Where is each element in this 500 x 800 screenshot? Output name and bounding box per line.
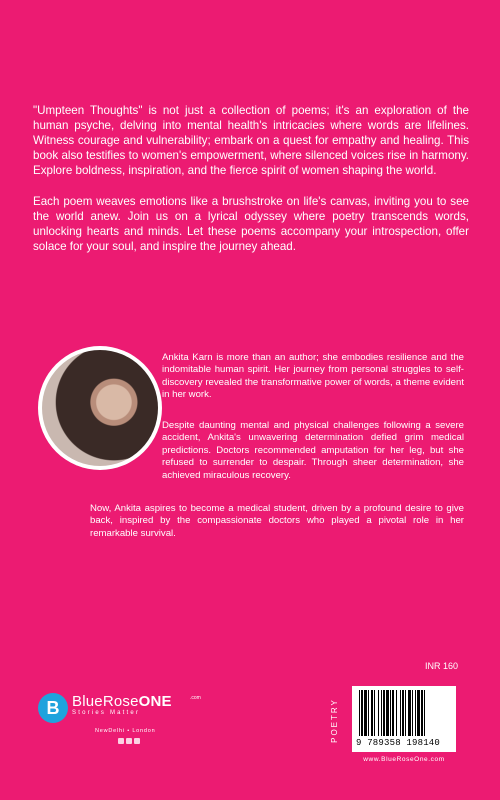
barcode-bar [361, 690, 363, 736]
barcode-bar [402, 690, 404, 736]
publisher-domain-suffix: .com [190, 695, 201, 701]
barcode-bar [386, 690, 389, 736]
barcode-bar [424, 690, 425, 736]
barcode-bar [400, 690, 401, 736]
barcode-bar [412, 690, 413, 736]
barcode-bar [364, 690, 367, 736]
barcode-bar [368, 690, 369, 736]
blurb-paragraph-1: "Umpteen Thoughts" is not just a collection of poems; it's an exploration of the human psyche, delving into mental health's intricacies where words are lifelines. Witness courage and vulnerability; embark on a quest for empathy and healing. This book also testifies to women's empowerment, where silenced voices rise in harmony. Explore boldness, inspiration, and the fierce spirit of women shaping the world. [33, 104, 469, 177]
barcode-bar [408, 690, 411, 736]
author-bio-paragraph-2: Despite daunting mental and physical challenges following a severe accident, Ankita's unwavering determination defied grim medical predictions. Doctors recommended amputation for her leg, but she refused to surrender to despair. Through sheer determination, she achieved miraculous recovery. [162, 420, 464, 481]
instagram-icon [126, 738, 132, 744]
barcode-bar [359, 690, 360, 736]
price-label: INR 160 [425, 661, 459, 671]
blurb-paragraph-2: Each poem weaves emotions like a brushstroke on life's canvas, inviting you to see the world anew. Join us on a lyrical odyssey where poetry transcends words, unlocking hearts and minds. Let these poems accompany your introspection, offer solace for your soul, and inspire the journey ahead. [33, 195, 469, 253]
barcode-bar [390, 690, 391, 736]
barcode-bar [383, 690, 385, 736]
author-bio-paragraph-3: Now, Ankita aspires to become a medical student, driven by a profound desire to give back, inspired by the compassionate doctors who played a pivotal role in her remarkable survival. [90, 503, 464, 539]
barcode-bar [415, 690, 416, 736]
barcode-bar [421, 690, 423, 736]
twitter-icon [134, 738, 140, 744]
barcode-bar [396, 690, 397, 736]
publisher-website: www.BlueRoseOne.com [363, 756, 445, 763]
isbn-digits: 9 789358 198140 [356, 738, 441, 748]
barcode-bar [371, 690, 373, 736]
facebook-icon [118, 738, 124, 744]
genre-label [320, 692, 350, 752]
publisher-tagline: Stories Matter [72, 710, 141, 716]
barcode-bar [381, 690, 382, 736]
publisher-logo-icon: B [38, 693, 68, 723]
publisher-name [72, 694, 172, 710]
author-photo-frame [38, 346, 162, 470]
back-cover-blurb [33, 103, 469, 270]
social-icons [118, 738, 140, 744]
publisher-name-part1: BlueRose [72, 693, 139, 710]
barcode-bars [357, 690, 451, 736]
author-bio-paragraph-1: Ankita Karn is more than an author; she embodies resilience and the indomitable human spirit. Her journey from personal struggles to self-discovery revealed the transformative power of words, a theme evident in her work. [162, 352, 464, 401]
barcode-bar [417, 690, 420, 736]
publisher-name-part2: ONE [138, 693, 172, 710]
isbn-barcode [352, 686, 456, 752]
barcode-bar [405, 690, 406, 736]
barcode-bar [378, 690, 379, 736]
barcode-bar [374, 690, 375, 736]
author-photo [42, 350, 158, 466]
publisher-cities: NewDelhi • London [95, 728, 156, 734]
barcode-bar [392, 690, 394, 736]
genre-text: POETRY [329, 698, 339, 743]
